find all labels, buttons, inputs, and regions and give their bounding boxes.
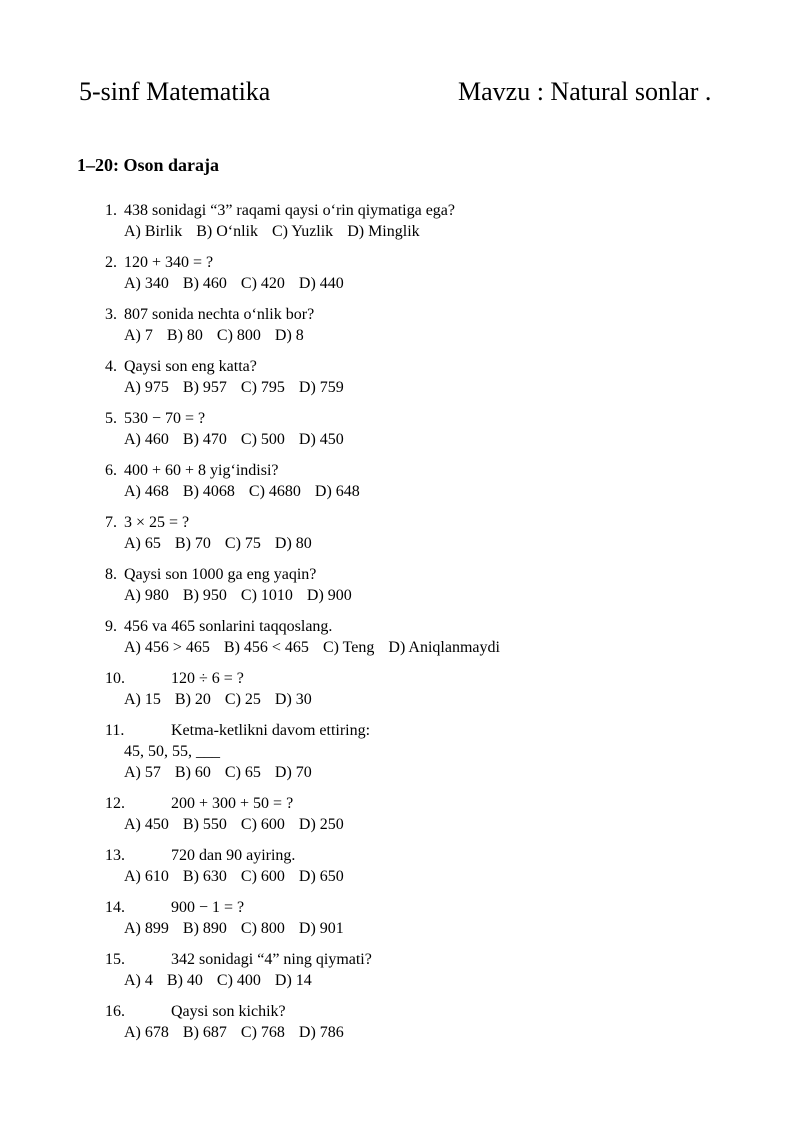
answer-option: A) 57: [124, 764, 161, 781]
question-number: 9.: [105, 618, 117, 635]
question-number: 5.: [105, 410, 117, 427]
answer-option: A) 4: [124, 972, 153, 989]
question-text: 3 × 25 = ?: [124, 514, 190, 531]
answer-options: [124, 533, 326, 555]
question-item: [0, 949, 800, 1001]
question-number: 13.: [105, 847, 125, 864]
answer-option: D) 648: [314, 483, 360, 500]
answer-option: D) 8: [274, 327, 304, 344]
answer-option: A) 468: [124, 483, 169, 500]
topic-title: Mavzu : Natural sonlar .: [458, 77, 712, 106]
answer-options: [124, 918, 358, 940]
answer-option: C) Yuzlik: [272, 223, 334, 240]
answer-option: A) 899: [124, 920, 169, 937]
answer-option: A) 7: [124, 327, 153, 344]
question-item: [0, 564, 800, 616]
answer-option: B) O‘nlik: [196, 223, 258, 240]
answer-options: [124, 585, 366, 607]
answer-options: [124, 762, 326, 784]
question-number: 1.: [105, 202, 117, 219]
question-item: [0, 897, 800, 949]
answer-option: D) 70: [274, 764, 312, 781]
answer-option: C) 768: [240, 1024, 285, 1041]
answer-option: C) 25: [224, 691, 261, 708]
answer-option: C) Teng: [322, 639, 375, 656]
question-number: 6.: [105, 462, 117, 479]
answer-option: B) 630: [182, 868, 227, 885]
answer-option: C) 65: [224, 764, 261, 781]
answer-options: [124, 689, 326, 711]
section-heading: 1–20: Oson daraja: [77, 155, 220, 175]
answer-options: [124, 637, 514, 659]
answer-option: B) 60: [174, 764, 211, 781]
answer-options: [124, 273, 358, 295]
answer-options: [124, 429, 358, 451]
answer-option: B) 957: [182, 379, 227, 396]
answer-option: A) 975: [124, 379, 169, 396]
answer-option: C) 420: [240, 275, 285, 292]
answer-option: B) 40: [166, 972, 203, 989]
question-item: [0, 200, 800, 252]
answer-option: A) 610: [124, 868, 169, 885]
answer-option: A) 456 > 465: [124, 639, 210, 656]
subject-title: 5-sinf Matematika: [79, 77, 271, 106]
answer-option: C) 75: [224, 535, 261, 552]
answer-option: B) 460: [182, 275, 227, 292]
question-text: Qaysi son eng katta?: [124, 358, 257, 375]
answer-option: A) 15: [124, 691, 161, 708]
question-text: 456 va 465 sonlarini taqqoslang.: [124, 618, 333, 635]
question-item: [0, 356, 800, 408]
answer-option: B) 20: [174, 691, 211, 708]
answer-options: [124, 814, 358, 836]
question-item: [0, 845, 800, 897]
question-number: 16.: [105, 1003, 125, 1020]
answer-option: B) 550: [182, 816, 227, 833]
answer-option: C) 4680: [248, 483, 301, 500]
answer-option: D) 250: [298, 816, 344, 833]
answer-options: [124, 481, 374, 503]
answer-option: A) Birlik: [124, 223, 183, 240]
question-number: 12.: [105, 795, 125, 812]
question-number: 14.: [105, 899, 125, 916]
answer-options: [124, 1022, 358, 1044]
question-item: [0, 616, 800, 668]
question-number: 10.: [105, 670, 125, 687]
answer-option: C) 800: [216, 327, 261, 344]
answer-option: D) 900: [306, 587, 352, 604]
answer-option: D) 440: [298, 275, 344, 292]
answer-option: D) 901: [298, 920, 344, 937]
question-item: [0, 668, 800, 720]
answer-options: [124, 377, 358, 399]
answer-option: C) 600: [240, 868, 285, 885]
question-list: [0, 200, 800, 1053]
answer-option: A) 340: [124, 275, 169, 292]
question-text: 342 sonidagi “4” ning qiymati?: [171, 951, 372, 968]
question-number: 11.: [105, 722, 125, 739]
answer-options: [124, 866, 358, 888]
answer-option: C) 800: [240, 920, 285, 937]
question-item: [0, 1001, 800, 1053]
question-text: 438 sonidagi “3” raqami qaysi o‘rin qiymatiga ega?: [124, 202, 456, 219]
answer-option: D) 30: [274, 691, 312, 708]
question-sequence: 45, 50, 55, ___: [124, 743, 220, 760]
question-text: 120 ÷ 6 = ?: [171, 670, 244, 687]
question-text: Ketma-ketlikni davom ettiring:: [171, 722, 371, 739]
question-number: 2.: [105, 254, 117, 271]
answer-option: B) 890: [182, 920, 227, 937]
answer-option: D) 450: [298, 431, 344, 448]
question-number: 4.: [105, 358, 117, 375]
answer-option: A) 65: [124, 535, 161, 552]
answer-option: B) 70: [174, 535, 211, 552]
answer-option: C) 600: [240, 816, 285, 833]
answer-option: B) 80: [166, 327, 203, 344]
question-text: Qaysi son 1000 ga eng yaqin?: [124, 566, 317, 583]
question-number: 7.: [105, 514, 117, 531]
answer-option: D) Aniqlanmaydi: [388, 639, 500, 656]
question-number: 15.: [105, 951, 125, 968]
question-text: 120 + 340 = ?: [124, 254, 214, 271]
answer-options: [124, 325, 318, 347]
question-text: 400 + 60 + 8 yig‘indisi?: [124, 462, 279, 479]
question-text: Qaysi son kichik?: [171, 1003, 286, 1020]
answer-option: D) 80: [274, 535, 312, 552]
question-item: [0, 512, 800, 564]
question-text: 900 − 1 = ?: [171, 899, 245, 916]
answer-option: C) 400: [216, 972, 261, 989]
answer-option: D) 14: [274, 972, 312, 989]
answer-option: B) 950: [182, 587, 227, 604]
answer-option: B) 470: [182, 431, 227, 448]
question-number: 8.: [105, 566, 117, 583]
answer-option: B) 4068: [182, 483, 235, 500]
answer-option: B) 456 < 465: [223, 639, 309, 656]
question-text: 720 dan 90 ayiring.: [171, 847, 296, 864]
answer-option: D) 650: [298, 868, 344, 885]
answer-option: C) 1010: [240, 587, 293, 604]
answer-option: C) 795: [240, 379, 285, 396]
question-item: [0, 408, 800, 460]
answer-option: D) 786: [298, 1024, 344, 1041]
answer-option: A) 980: [124, 587, 169, 604]
answer-option: D) Minglik: [347, 223, 420, 240]
answer-options: [124, 970, 326, 992]
question-text: 807 sonida nechta o‘nlik bor?: [124, 306, 315, 323]
question-item: [0, 793, 800, 845]
answer-option: A) 460: [124, 431, 169, 448]
answer-option: A) 450: [124, 816, 169, 833]
question-item: [0, 720, 800, 793]
question-item: [0, 460, 800, 512]
answer-option: D) 759: [298, 379, 344, 396]
answer-option: C) 500: [240, 431, 285, 448]
question-number: 3.: [105, 306, 117, 323]
question-item: [0, 252, 800, 304]
answer-option: B) 687: [182, 1024, 227, 1041]
answer-options: [124, 221, 434, 243]
question-text: 200 + 300 + 50 = ?: [171, 795, 294, 812]
question-text: 530 − 70 = ?: [124, 410, 206, 427]
answer-option: A) 678: [124, 1024, 169, 1041]
question-item: [0, 304, 800, 356]
